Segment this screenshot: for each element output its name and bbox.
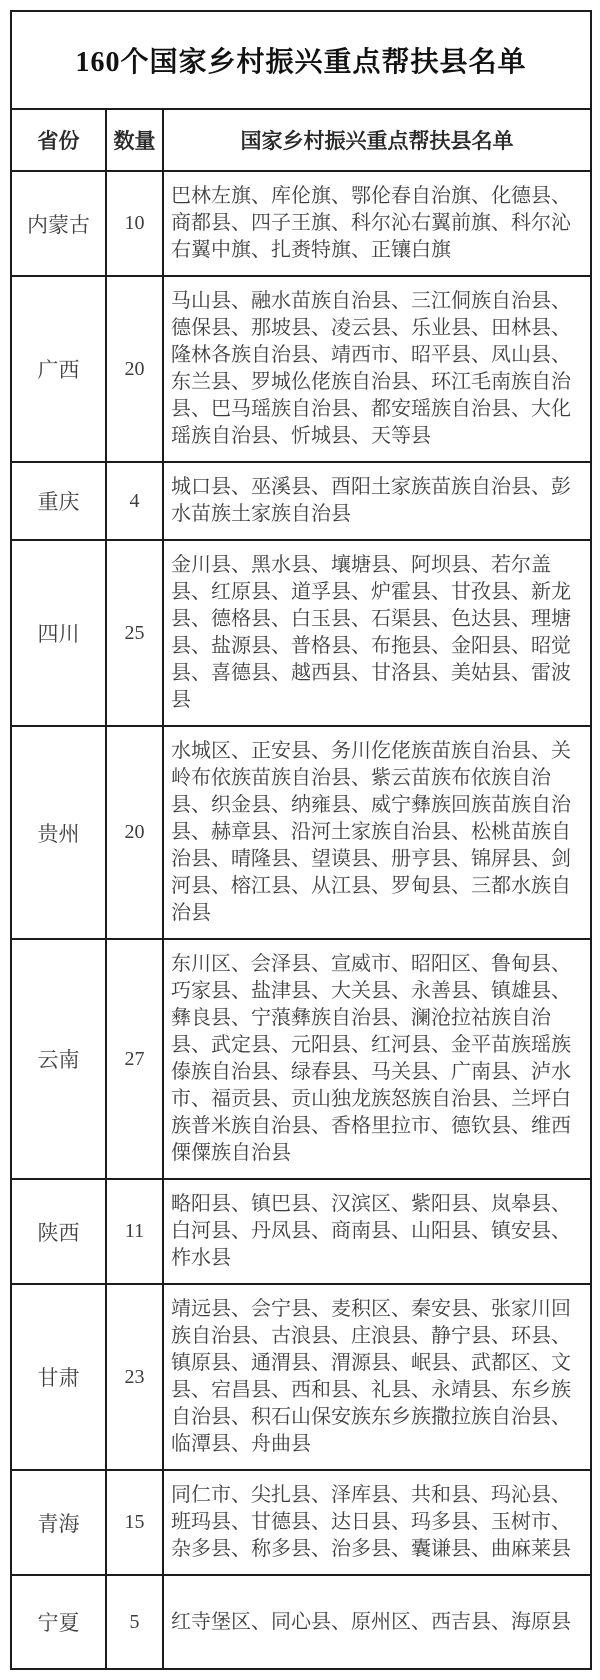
table-row [11, 540, 591, 726]
count-cell: 5 [106, 1575, 163, 1669]
count-cell: 23 [106, 1284, 163, 1470]
count-cell: 4 [106, 462, 163, 540]
header-counties: 国家乡村振兴重点帮扶县名单 [163, 109, 591, 171]
title-row [11, 11, 591, 109]
table-row [11, 462, 591, 540]
table-row [11, 1575, 591, 1669]
county-table [10, 10, 592, 1670]
count-cell: 11 [106, 1179, 163, 1284]
count-cell: 15 [106, 1470, 163, 1575]
count-cell: 20 [106, 276, 163, 462]
province-cell: 云南 [11, 939, 106, 1179]
page-title: 160个国家乡村振兴重点帮扶县名单 [11, 11, 591, 109]
header-row [11, 109, 591, 171]
counties-cell: 巴林左旗、库伦旗、鄂伦春自治旗、化德县、商都县、四子王旗、科尔沁右翼前旗、科尔沁右翼中旗、扎赉特旗、正镶白旗 [163, 171, 591, 276]
province-cell: 宁夏 [11, 1575, 106, 1669]
table-row [11, 1470, 591, 1575]
counties-cell: 靖远县、会宁县、麦积区、秦安县、张家川回族自治县、古浪县、庄浪县、静宁县、环县、镇原县、通渭县、渭源县、岷县、武都区、文县、宕昌县、西和县、礼县、永靖县、东乡族自治县、积石山保安族东乡族撒拉族自治县、临潭县、舟曲县 [163, 1284, 591, 1470]
counties-cell: 水城区、正安县、务川仡佬族苗族自治县、关岭布依族苗族自治县、紫云苗族布依族自治县、织金县、纳雍县、威宁彝族回族苗族自治县、赫章县、沿河土家族自治县、松桃苗族自治县、晴隆县、望谟县、册亨县、锦屏县、剑河县、榕江县、从江县、罗甸县、三都水族自治县 [163, 726, 591, 939]
table-row [11, 726, 591, 939]
counties-cell: 同仁市、尖扎县、泽库县、共和县、玛沁县、班玛县、甘德县、达日县、玛多县、玉树市、杂多县、称多县、治多县、囊谦县、曲麻莱县 [163, 1470, 591, 1575]
count-cell: 20 [106, 726, 163, 939]
counties-cell: 马山县、融水苗族自治县、三江侗族自治县、德保县、那坡县、凌云县、乐业县、田林县、隆林各族自治县、靖西市、昭平县、凤山县、东兰县、罗城仫佬族自治县、环江毛南族自治县、巴马瑶族自治县、都安瑶族自治县、大化瑶族自治县、忻城县、天等县 [163, 276, 591, 462]
province-cell: 贵州 [11, 726, 106, 939]
counties-cell: 红寺堡区、同心县、原州区、西吉县、海原县 [163, 1575, 591, 1669]
province-cell: 广西 [11, 276, 106, 462]
counties-cell: 城口县、巫溪县、酉阳土家族苗族自治县、彭水苗族土家族自治县 [163, 462, 591, 540]
count-cell: 10 [106, 171, 163, 276]
count-cell: 27 [106, 939, 163, 1179]
counties-cell: 略阳县、镇巴县、汉滨区、紫阳县、岚皋县、白河县、丹凤县、商南县、山阳县、镇安县、柞水县 [163, 1179, 591, 1284]
province-cell: 重庆 [11, 462, 106, 540]
province-cell: 甘肃 [11, 1284, 106, 1470]
counties-cell: 东川区、会泽县、宣威市、昭阳区、鲁甸县、巧家县、盐津县、大关县、永善县、镇雄县、彝良县、宁蒗彝族自治县、澜沧拉祜族自治县、武定县、元阳县、红河县、金平苗族瑶族傣族自治县、绿春县、马关县、广南县、泸水市、福贡县、贡山独龙族怒族自治县、兰坪白族普米族自治县、香格里拉市、德钦县、维西傈僳族自治县 [163, 939, 591, 1179]
table-row [11, 1284, 591, 1470]
count-cell: 25 [106, 540, 163, 726]
province-cell: 四川 [11, 540, 106, 726]
province-cell: 青海 [11, 1470, 106, 1575]
table-row [11, 939, 591, 1179]
table-row [11, 171, 591, 276]
table-row [11, 1179, 591, 1284]
counties-cell: 金川县、黑水县、壤塘县、阿坝县、若尔盖县、红原县、道孚县、炉霍县、甘孜县、新龙县、德格县、白玉县、石渠县、色达县、理塘县、盐源县、普格县、布拖县、金阳县、昭觉县、喜德县、越西县、甘洛县、美姑县、雷波县 [163, 540, 591, 726]
table-row [11, 276, 591, 462]
province-cell: 陕西 [11, 1179, 106, 1284]
header-count: 数量 [106, 109, 163, 171]
province-cell: 内蒙古 [11, 171, 106, 276]
header-province: 省份 [11, 109, 106, 171]
